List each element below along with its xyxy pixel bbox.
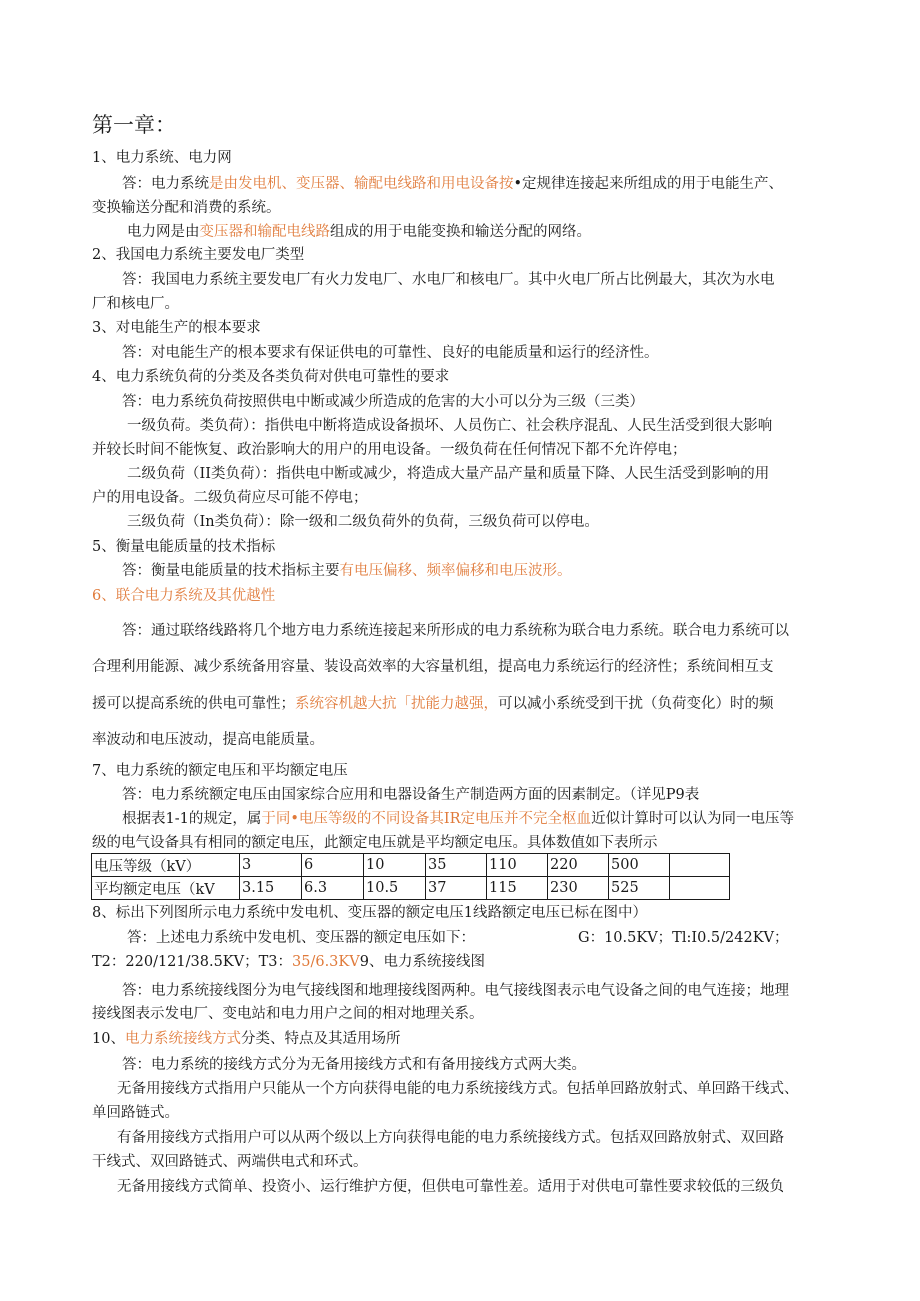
section-4-title: 4、电力系统负荷的分类及各类负荷对供电可靠性的要求 (92, 369, 450, 385)
answer-text: 可以减小系统受到干扰（负荷变化）时的频 (498, 696, 774, 712)
chapter-title: 第一章： (92, 113, 176, 137)
table-row (92, 854, 730, 877)
section-8-answer-cont (92, 954, 485, 971)
section-1-answer-cont: 变换输送分配和消费的系统。 (92, 200, 281, 216)
section-1-grid-line (127, 224, 591, 241)
answer-text: 组成的用于电能变换和输送分配的网络。 (330, 224, 591, 240)
section-6-answer-cont: 率波动和电压波动，提高电能质量。 (92, 732, 324, 748)
section-6-title: 6、联合电力系统及其优越性 (92, 588, 276, 604)
section-2-answer-cont: 厂和核电厂。 (92, 296, 179, 312)
section-10-no-backup: 无备用接线方式指用户只能从一个方向获得电能的电力系统接线方式。包括单回路放射式、单回路干线式、 (117, 1081, 799, 1097)
table-cell: 37 (426, 877, 487, 900)
section-10-answer: 答：电力系统的接线方式分为无备用接线方式和有备用接线方式两大类。 (122, 1057, 586, 1073)
table-cell: 525 (609, 877, 670, 900)
section-7-answer: 答：电力系统额定电压由国家综合应用和电器设备生产制造两方面的因素制定。（详见P9表 (122, 787, 700, 803)
section-2-answer: 答：我国电力系统主要发电厂有火力发电厂、水电厂和核电厂。其中火电厂所占比例最大，其次为水电 (122, 272, 775, 288)
section-1-answer-line (122, 176, 783, 193)
section-10-title (92, 1031, 400, 1048)
section-9-answer-cont: 接线图表示发电厂、变电站和电力用户之间的相对地理关系。 (92, 1006, 484, 1022)
voltage-table (91, 853, 730, 900)
table-cell: 220 (548, 854, 609, 877)
table-cell: 35 (426, 854, 487, 877)
answer-text: 电力网是由 (127, 224, 200, 240)
section-6-answer-cont (92, 696, 774, 713)
section-4-class1-cont: 并较长时间不能恢复、政治影响大的用户的用电设备。一级负荷在任何情况下都不允许停电； (92, 442, 687, 458)
table-row (92, 877, 730, 900)
section-7-answer-cont (122, 811, 794, 828)
table-cell: 10 (364, 854, 426, 877)
highlight-text: 于同•电压等级的不同设备其IR定电压并不完全枢血 (261, 811, 592, 827)
section-4-class3: 三级负荷（In类负荷）：除一级和二级负荷外的负荷，三级负荷可以停电。 (127, 514, 599, 530)
section-6-answer-cont: 合理利用能源、减少系统备用容量、装设高效率的大容量机组，提高电力系统运行的经济性；系统间相互支 (92, 659, 774, 675)
section-7-title: 7、电力系统的额定电压和平均额定电压 (92, 763, 348, 779)
answer-text: 援可以提高系统的供电可靠性； (92, 696, 295, 712)
highlight-text: 35/6.3KV (292, 954, 360, 970)
table-cell: 115 (487, 877, 548, 900)
table-cell: 平均额定电压（kV (92, 877, 240, 900)
section-8-answer: 答：上述电力系统中发电机、变压器的额定电压如下： (127, 930, 475, 946)
section-7-answer-cont: 级的电气设备具有相同的额定电压，此额定电压就是平均额定电压。具体数值如下表所示 (92, 835, 658, 851)
section-8-generator-values: G：10.5KV；Tl:I0.5/242KV； (578, 930, 789, 946)
table-cell: 3.15 (240, 877, 302, 900)
section-3-title: 3、对电能生产的根本要求 (92, 320, 261, 336)
section-10-no-backup-features: 无备用接线方式简单、投资小、运行维护方便，但供电可靠性差。适用于对供电可靠性要求较低的三级负 (117, 1179, 784, 1195)
table-cell: 230 (548, 877, 609, 900)
section-6-answer: 答：通过联络线路将几个地方电力系统连接起来所形成的电力系统称为联合电力系统。联合电力系统可以 (122, 623, 789, 639)
section-2-title: 2、我国电力系统主要发电厂类型 (92, 247, 305, 263)
section-10-backup-cont: 干线式、双回路链式、两端供电式和环式。 (92, 1154, 368, 1170)
section-4-class2: 二级负荷（II类负荷）：指供电中断或减少，将造成大量产品产量和质量下降、人民生活受到影响的用 (127, 466, 770, 482)
table-cell: 6.3 (302, 877, 364, 900)
highlight-text: 电力系统接线方式 (124, 1031, 241, 1047)
table-cell: 3 (240, 854, 302, 877)
answer-text: 答：衡量电能质量的技术指标主要 (122, 563, 340, 579)
table-cell: 500 (609, 854, 670, 877)
highlight-text: 变压器和输配电线路 (199, 224, 330, 240)
title-text: 10、 (92, 1031, 125, 1047)
answer-text: T2：220/121/38.5KV；T3： (92, 954, 293, 970)
table-cell: 6 (302, 854, 364, 877)
table-cell: 110 (487, 854, 548, 877)
highlight-text: 系统容机越大抗「扰能力越强， (295, 696, 498, 712)
section-4-class2-cont: 户的用电设备。二级负荷应尽可能不停电； (92, 490, 368, 506)
section-5-answer (122, 563, 572, 580)
section-5-title: 5、衡量电能质量的技术指标 (92, 539, 276, 555)
answer-text: 近似计算时可以认为同一电压等 (591, 811, 795, 827)
table-cell (670, 877, 730, 900)
answer-text: •定规律连接起来所组成的用于电能生产、 (513, 176, 784, 192)
section-3-answer: 答：对电能生产的根本要求有保证供电的可靠性、良好的电能质量和运行的经济性。 (122, 345, 659, 361)
table-cell (670, 854, 730, 877)
section-9-answer: 答：电力系统接线图分为电气接线图和地理接线图两种。电气接线图表示电气设备之间的电气连接；地理 (122, 983, 789, 999)
title-text: 分类、特点及其适用场所 (240, 1031, 401, 1047)
section-10-backup: 有备用接线方式指用户可以从两个级以上方向获得电能的电力系统接线方式。包括双回路放射式、双回路 (117, 1130, 784, 1146)
section-9-title: 9、电力系统接线图 (359, 954, 485, 970)
table-cell: 电压等级（kV） (92, 854, 240, 877)
section-4-answer: 答：电力系统负荷按照供电中断或减少所造成的危害的大小可以分为三级（三类） (122, 394, 644, 410)
section-8-title: 8、标出下列图所示电力系统中发电机、变压器的额定电压1线路额定电压已标在图中） (92, 905, 647, 921)
section-1-title: 1、电力系统、电力网 (92, 150, 232, 166)
answer-text: 答：电力系统 (122, 176, 209, 192)
section-10-no-backup-cont: 单回路链式。 (92, 1105, 179, 1121)
answer-text: 根据表1-1的规定，属 (122, 811, 262, 827)
table-cell: 10.5 (364, 877, 426, 900)
section-4-class1: 一级负荷。类负荷）：指供电中断将造成设备损坏、人员伤亡、社会秩序混乱、人民生活受到很大影响 (127, 418, 773, 434)
highlight-text: 有电压偏移、频率偏移和电压波形。 (339, 563, 572, 579)
highlight-text: 是由发电机、变压器、输配电线路和用电设备按 (209, 176, 514, 192)
